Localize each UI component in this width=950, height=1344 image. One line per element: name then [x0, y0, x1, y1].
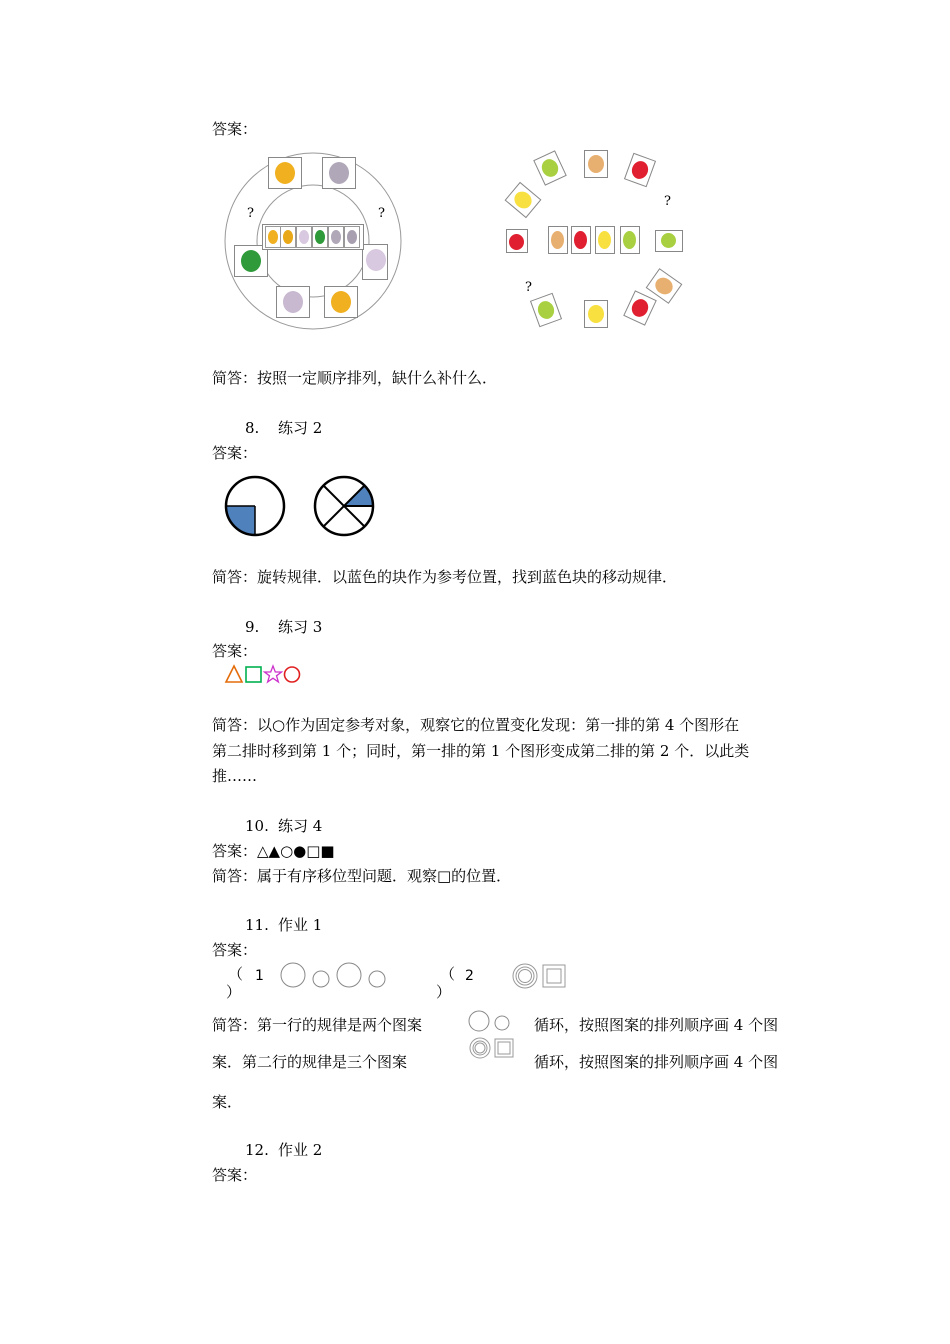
pattern-icon	[468, 1036, 518, 1060]
summary-text: 简答：按照一定顺序排列，缺什么补什么．	[212, 369, 498, 387]
bear-card	[265, 226, 281, 248]
rabbit-card	[276, 286, 310, 318]
question-title: 练习 3	[278, 618, 323, 636]
question-number: 11.	[245, 916, 269, 934]
apple-card	[624, 153, 656, 188]
paren-open: （	[440, 965, 456, 983]
question-mark: ?	[378, 206, 385, 221]
quarter-circle-figure	[222, 473, 288, 539]
rabbit-card	[362, 244, 388, 280]
summary-text: 简答：以○作为固定参考对象，观察它的位置变化发现：第一排的第 4 个图形在	[212, 716, 740, 734]
summary-text: 简答：第一行的规律是两个图案	[212, 1016, 423, 1034]
apple-card	[506, 229, 528, 253]
summary-text: 简答：旋转规律．以蓝色的块作为参考位置，找到蓝色块的移动规律．	[212, 568, 678, 586]
summary-text: 案．	[212, 1093, 243, 1111]
summary-text: 第二排时移到第 1 个；同时，第一排的第 1 个图形变成第二排的第 2 个．以此类	[212, 742, 750, 760]
ring-square-sequence	[511, 962, 571, 990]
question-title: 作业 1	[278, 916, 323, 934]
summary-text: 循环，按照图案的排列顺序画 4 个图	[534, 1016, 779, 1034]
answer-text: 答案：△▲○●□■	[212, 842, 335, 860]
rabbit-card	[296, 226, 312, 248]
lemon-card	[584, 300, 608, 328]
question-number: 10.	[245, 817, 269, 835]
answer-label: 答案：	[212, 1166, 258, 1184]
apple-card	[623, 290, 657, 326]
question-number: 12.	[245, 1141, 269, 1159]
summary-text: 简答：属于有序移位型问题．观察□的位置．	[212, 867, 512, 885]
frog-card	[312, 226, 328, 248]
summary-text: 推……	[212, 767, 258, 785]
square-icon	[246, 667, 261, 682]
circle-sequence	[278, 960, 390, 990]
item-number: 1	[255, 968, 264, 984]
apple-card	[571, 226, 591, 254]
question-number: 9.	[245, 618, 260, 636]
pear-card	[533, 150, 567, 186]
answer-label: 答案：	[212, 642, 258, 660]
shape-sequence	[224, 664, 304, 686]
paren-close: ）	[436, 983, 452, 1001]
x-circle-figure	[311, 473, 377, 539]
question-mark: ?	[247, 206, 254, 221]
potato-card	[584, 150, 608, 178]
bear-card	[280, 226, 296, 248]
summary-text: 案．第二行的规律是三个图案	[212, 1053, 408, 1071]
bear-card	[268, 157, 302, 189]
answer-label: 答案：	[212, 120, 258, 138]
item-number: 2	[465, 968, 474, 984]
bear-card	[324, 286, 358, 318]
answer-label: 答案：	[212, 444, 258, 462]
mouse-card	[322, 157, 356, 189]
pear-card	[530, 293, 562, 328]
question-mark: ?	[664, 194, 671, 209]
question-title: 练习 4	[278, 817, 323, 835]
paren-close: ）	[226, 983, 242, 1001]
star-icon	[265, 666, 282, 682]
question-number: 8.	[245, 419, 260, 437]
mouse-card	[344, 226, 360, 248]
pattern-icon	[466, 1010, 516, 1034]
pear-card	[620, 226, 640, 254]
mouse-card	[328, 226, 344, 248]
question-title: 练习 2	[278, 419, 323, 437]
summary-text: 循环，按照图案的排列顺序画 4 个图	[534, 1053, 779, 1071]
answer-label: 答案：	[212, 941, 258, 959]
circle-icon	[285, 667, 300, 682]
question-mark: ?	[525, 280, 532, 295]
lemon-card	[505, 182, 542, 218]
potato-card	[548, 226, 568, 254]
pear-card	[655, 230, 683, 252]
triangle-icon	[226, 666, 242, 682]
paren-open: （	[228, 965, 244, 983]
lemon-card	[595, 226, 615, 254]
question-title: 作业 2	[278, 1141, 323, 1159]
